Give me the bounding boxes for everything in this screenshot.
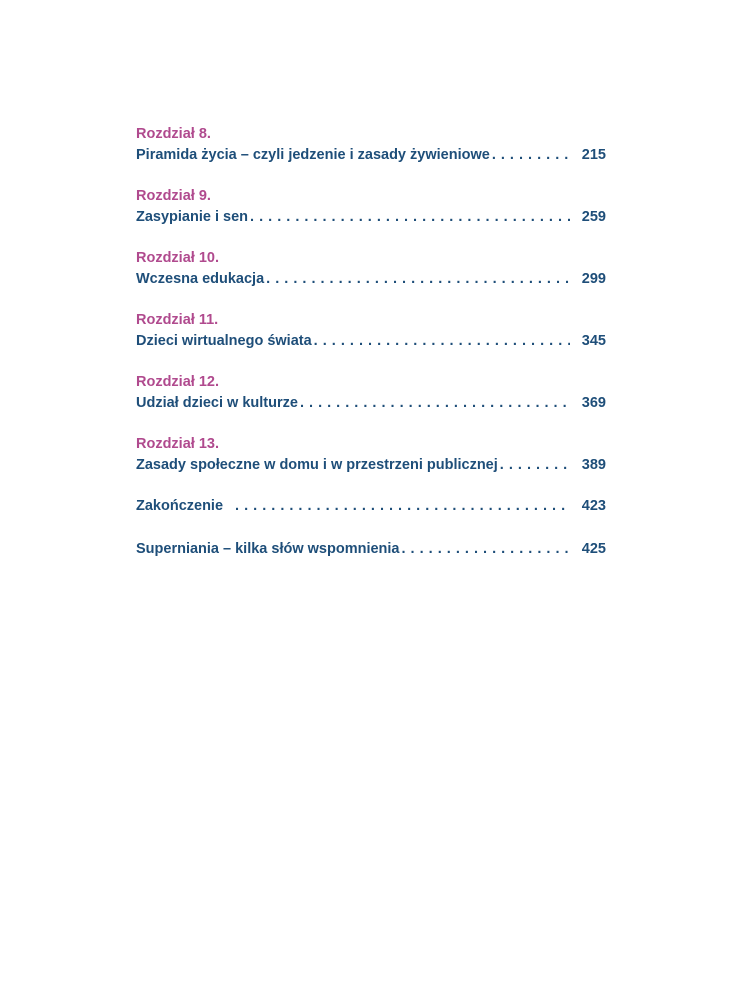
toc-title-line	[136, 496, 606, 517]
chapter-label: Rozdział 10.	[136, 250, 219, 266]
page-number: 423	[581, 498, 606, 514]
chapter-title: Zakończenie	[136, 498, 224, 514]
toc-title-line	[136, 455, 606, 476]
toc-title-line	[136, 269, 606, 290]
dot-leader	[314, 331, 570, 352]
toc-title-line	[136, 207, 606, 228]
toc-entry-chapter-8	[136, 124, 606, 166]
dot-leader	[235, 496, 570, 517]
page-number: 425	[581, 541, 606, 557]
chapter-title: Piramida życia – czyli jedzenie i zasady żywieniowe	[136, 147, 490, 163]
dot-leader	[266, 269, 570, 290]
toc-entry-chapter-10	[136, 248, 606, 290]
chapter-label: Rozdział 9.	[136, 188, 211, 204]
chapter-title: Superniania – kilka słów wspomnienia	[136, 541, 400, 557]
table-of-contents	[136, 124, 606, 582]
page-number: 389	[581, 457, 606, 473]
chapter-title: Wczesna edukacja	[136, 271, 265, 287]
page-number: 299	[581, 271, 606, 287]
toc-entry-ending	[136, 496, 606, 517]
dot-leader	[492, 145, 570, 166]
page-number: 369	[581, 395, 606, 411]
toc-entry-chapter-13	[136, 434, 606, 476]
chapter-label: Rozdział 11.	[136, 312, 219, 328]
dot-leader	[500, 455, 570, 476]
toc-entry-chapter-9	[136, 186, 606, 228]
dot-leader	[402, 539, 571, 560]
page-number: 215	[581, 147, 606, 163]
toc-entry-chapter-12	[136, 372, 606, 414]
toc-entry-memories	[136, 539, 606, 560]
chapter-label: Rozdział 13.	[136, 436, 219, 452]
chapter-label: Rozdział 12.	[136, 374, 219, 390]
toc-entry-chapter-11	[136, 310, 606, 352]
toc-title-line	[136, 393, 606, 414]
chapter-title: Zasypianie i sen	[136, 209, 249, 225]
chapter-title: Zasady społeczne w domu i w przestrzeni publicznej	[136, 457, 498, 473]
toc-title-line	[136, 539, 606, 560]
toc-title-line	[136, 331, 606, 352]
dot-leader	[250, 207, 570, 228]
chapter-label: Rozdział 8.	[136, 126, 211, 142]
page-number: 259	[581, 209, 606, 225]
toc-title-line	[136, 145, 606, 166]
dot-leader	[300, 393, 570, 414]
chapter-title: Dzieci wirtualnego świata	[136, 333, 312, 349]
chapter-title: Udział dzieci w kulturze	[136, 395, 298, 411]
page-number: 345	[581, 333, 606, 349]
